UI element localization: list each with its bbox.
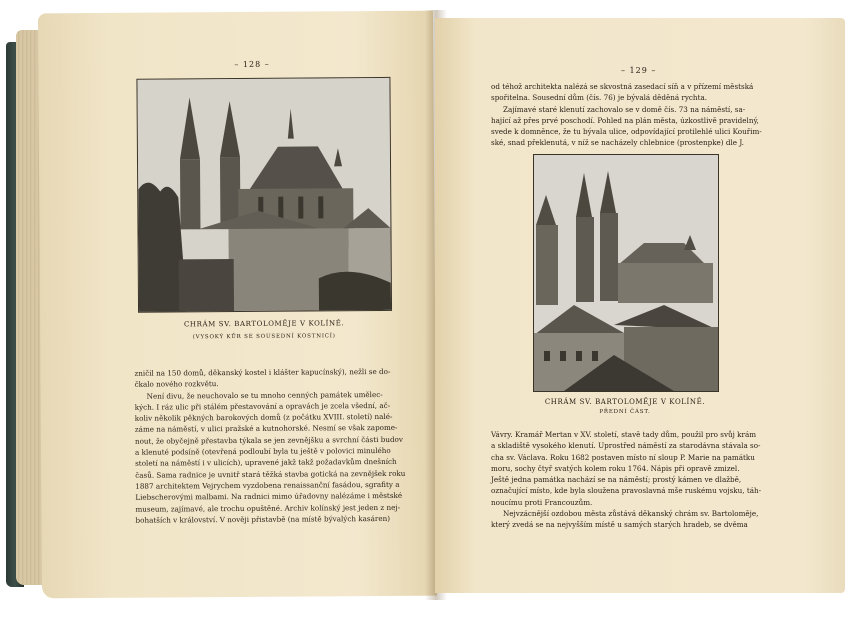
church-choir-illustration bbox=[137, 78, 391, 312]
text-line: cha sv. Václava. Roku 1682 postaven místo ní sloup P. Marie na památku bbox=[491, 452, 755, 462]
right-body-text-top bbox=[491, 81, 791, 149]
text-line: svede k domněnce, že tu bývala ulice, odpovídající protilehlé ulici Kouřim- bbox=[491, 127, 762, 137]
text-line: a klenuté podsíně (otevřená podloubí byla tu ještě v polovici minulého bbox=[134, 446, 391, 457]
left-caption bbox=[138, 319, 390, 341]
right-page-number: – 129 – bbox=[621, 66, 657, 75]
text-line: Nejvzácnější ozdobou města zůstává děkanský chrám sv. Bartoloměje, bbox=[503, 509, 759, 519]
church-front-illustration bbox=[534, 155, 718, 391]
text-line: označující místo, kde byla sloužena pravoslavná mše ruskému vojsku, táh- bbox=[491, 486, 762, 496]
text-line: moru, sochy čtyř svatých kolem roku 1764. Nápis při opravě zmizel. bbox=[491, 463, 740, 473]
right-body-text-bottom bbox=[491, 429, 791, 531]
text-line: noucímu proti Francouzům. bbox=[491, 497, 593, 507]
text-line: hající až přes prvé poschodí. Pohled na plán města, úzkostlivě pravidelný, bbox=[491, 115, 759, 125]
text-line: který zvedá se na nejvyšším místě u samých starých hradeb, se dvěma bbox=[491, 520, 748, 530]
left-page-number: – 128 – bbox=[234, 59, 270, 70]
text-line: Zajímavé staré klenutí zachovalo se v domě čís. 73 na náměstí, sa- bbox=[503, 104, 746, 114]
text-line: zničil na 150 domů, děkanský kostel i klášter kapucínský), nežli se do- bbox=[134, 366, 391, 378]
text-line: Ještě jedna památka nachází se na náměstí; prostý kámen ve dlažbě, bbox=[491, 475, 742, 485]
right-page bbox=[435, 18, 845, 593]
right-caption-subtitle: PŘEDNÍ ČÁST. bbox=[599, 409, 651, 415]
text-line: Liebscherovými malbami. Na radnici mimo úřadovny nalézáme i městské bbox=[135, 491, 403, 502]
text-line: ské, snad překlenutá, v níž se nacházely chlebnice (prostenpke) dle J. bbox=[491, 138, 744, 148]
right-caption-title: CHRÁM SV. BARTOLOMĚJE V KOLÍNĚ. bbox=[544, 398, 706, 406]
left-photo-church-choir bbox=[136, 77, 392, 313]
text-line: kých. I ráz ulic při stálém přestavování a opravách je zcela všední, ač- bbox=[134, 400, 391, 412]
text-line: a skladiště vysokého klenutí. Uprostřed náměstí za starodávna stávala so- bbox=[491, 441, 761, 451]
text-line: časů. Sama radnice je uvnitř stará těžká stavba gotická na zevnějšek roku bbox=[135, 468, 406, 480]
text-line: Není divu, že neuchovalo se tu mnoho cenných památek umělec- bbox=[146, 389, 383, 401]
text-line: 1887 architektem Vejrychem vyzdobena renaissanční fasádou, sgrafity a bbox=[135, 479, 400, 491]
text-line: koliv několik pěkných barokových domů (z počátku XVIII. století) nalé- bbox=[134, 412, 393, 423]
text-line: století na náměstí i v ulicích), upravené jakž takž požadavkům dnešních bbox=[135, 457, 397, 469]
left-caption-subtitle: (VYSOKÝ KŮR SE SOUSEDNÍ KOSTNICÍ) bbox=[192, 333, 336, 341]
left-page bbox=[38, 11, 437, 599]
text-line: nout, že obyčejně přestavba týkala se jen zevnějšku a svrchní části budov bbox=[134, 434, 403, 446]
text-line: museum, zajímavé, ale trochu opuštěné. Archiv kolínský jest jeden z nej- bbox=[135, 502, 401, 514]
text-line: Vávry. Kramář Mertan v XV. století, stavě tady dům, použil pro svůj krám bbox=[491, 430, 757, 439]
left-caption-title: CHRÁM SV. BARTOLOMĚJE V KOLÍNĚ. bbox=[183, 319, 345, 329]
text-line: bohatších v království. V nověji přistavbě (na místě bývalých kasáren) bbox=[135, 513, 391, 525]
right-caption bbox=[515, 398, 735, 415]
left-body-text bbox=[134, 366, 406, 526]
text-line: spořitelna. Sousední dům (čís. 76) je bývalá děděná rychta. bbox=[491, 93, 708, 103]
text-line: čkalo nového rozkvětu. bbox=[134, 379, 219, 390]
text-line: od téhož architekta nalézá se skvostná zasedací síň a v přízemí městská bbox=[491, 82, 754, 91]
text-line: záme na náměstí, v ulici pražské a kutnohorské. Nesmí se však zapome- bbox=[134, 423, 398, 435]
right-photo-church-front bbox=[533, 154, 719, 392]
